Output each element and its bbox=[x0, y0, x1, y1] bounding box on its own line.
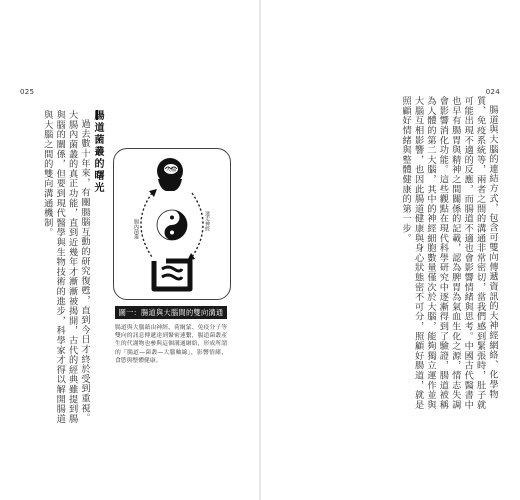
gut-brain-diagram bbox=[114, 149, 230, 299]
left-paragraph: 過去數十年來，有關腸腦互動的研究復甦，直到今日才終於受到重視。大腸內菌叢的真正功能，直到近幾年才漸漸被揭開，古代的經典雖提到腸與腦的關係，但要到現代醫學與生物技術的進步，科學家才得以解開腸道與大腦之間的雙向溝通機制。 bbox=[41, 110, 90, 424]
arrow-head-up-icon bbox=[149, 189, 157, 197]
figure-caption: 圖一：腸道與大腦間的雙向溝通 bbox=[115, 306, 227, 319]
right-arrow-path bbox=[192, 193, 203, 257]
left-body-text bbox=[22, 110, 90, 432]
intestine-icon bbox=[154, 261, 190, 289]
right-body-text bbox=[290, 96, 498, 418]
left-arrow-path bbox=[141, 193, 152, 257]
page-number-right: 024 bbox=[485, 88, 500, 96]
figure-note: 腸道與大腦藉由神經、荷爾蒙、免疫分子等雙向的訊息傳遞達到緊密連繫，腸道菌叢產生的代謝物也參與這個溝通網絡，形成所謂的「腸道—菌叢—大腦軸線」，影響情緒、食慾與整體健康。 bbox=[115, 325, 227, 364]
left-page bbox=[0, 0, 259, 500]
right-page bbox=[261, 0, 520, 500]
section-title: 腸道菌叢的曙光 bbox=[92, 110, 103, 194]
right-arrow-label: 迷走神經 bbox=[204, 211, 210, 231]
right-paragraph: 腸道與大腦的連結方式，包含可雙向傳遞資訊的大神經網絡、化學物質、免疫系統等，兩者之間的溝通非常密切，當我們感到緊張時，肚子就可能出現不適的反應，而腸道不適也會影響情緒與思考。中國古代醫書中也早有腸胃與精神之間關係的記載，認為脾胃為氣血生化之源，情志失調會影響消化功能。這些觀點在現代科學研究中逐漸得到了驗證，腸道被稱為人體的第二大腦，其中的神經細胞數量僅次於大腦，能夠獨立運作並與大腦互相影響，也因此腸道健康與身心狀態密不可分，照顧好腸道，就是照顧好情緒與整體健康的第一步。 bbox=[400, 96, 498, 410]
brain-label: 大腦 bbox=[165, 167, 177, 173]
yin-yang-icon bbox=[157, 210, 187, 240]
page-number-left: 025 bbox=[20, 88, 35, 96]
left-arrow-label: 腸內菌叢 bbox=[133, 219, 139, 239]
head-icon bbox=[157, 158, 183, 191]
figure-card bbox=[113, 148, 231, 300]
